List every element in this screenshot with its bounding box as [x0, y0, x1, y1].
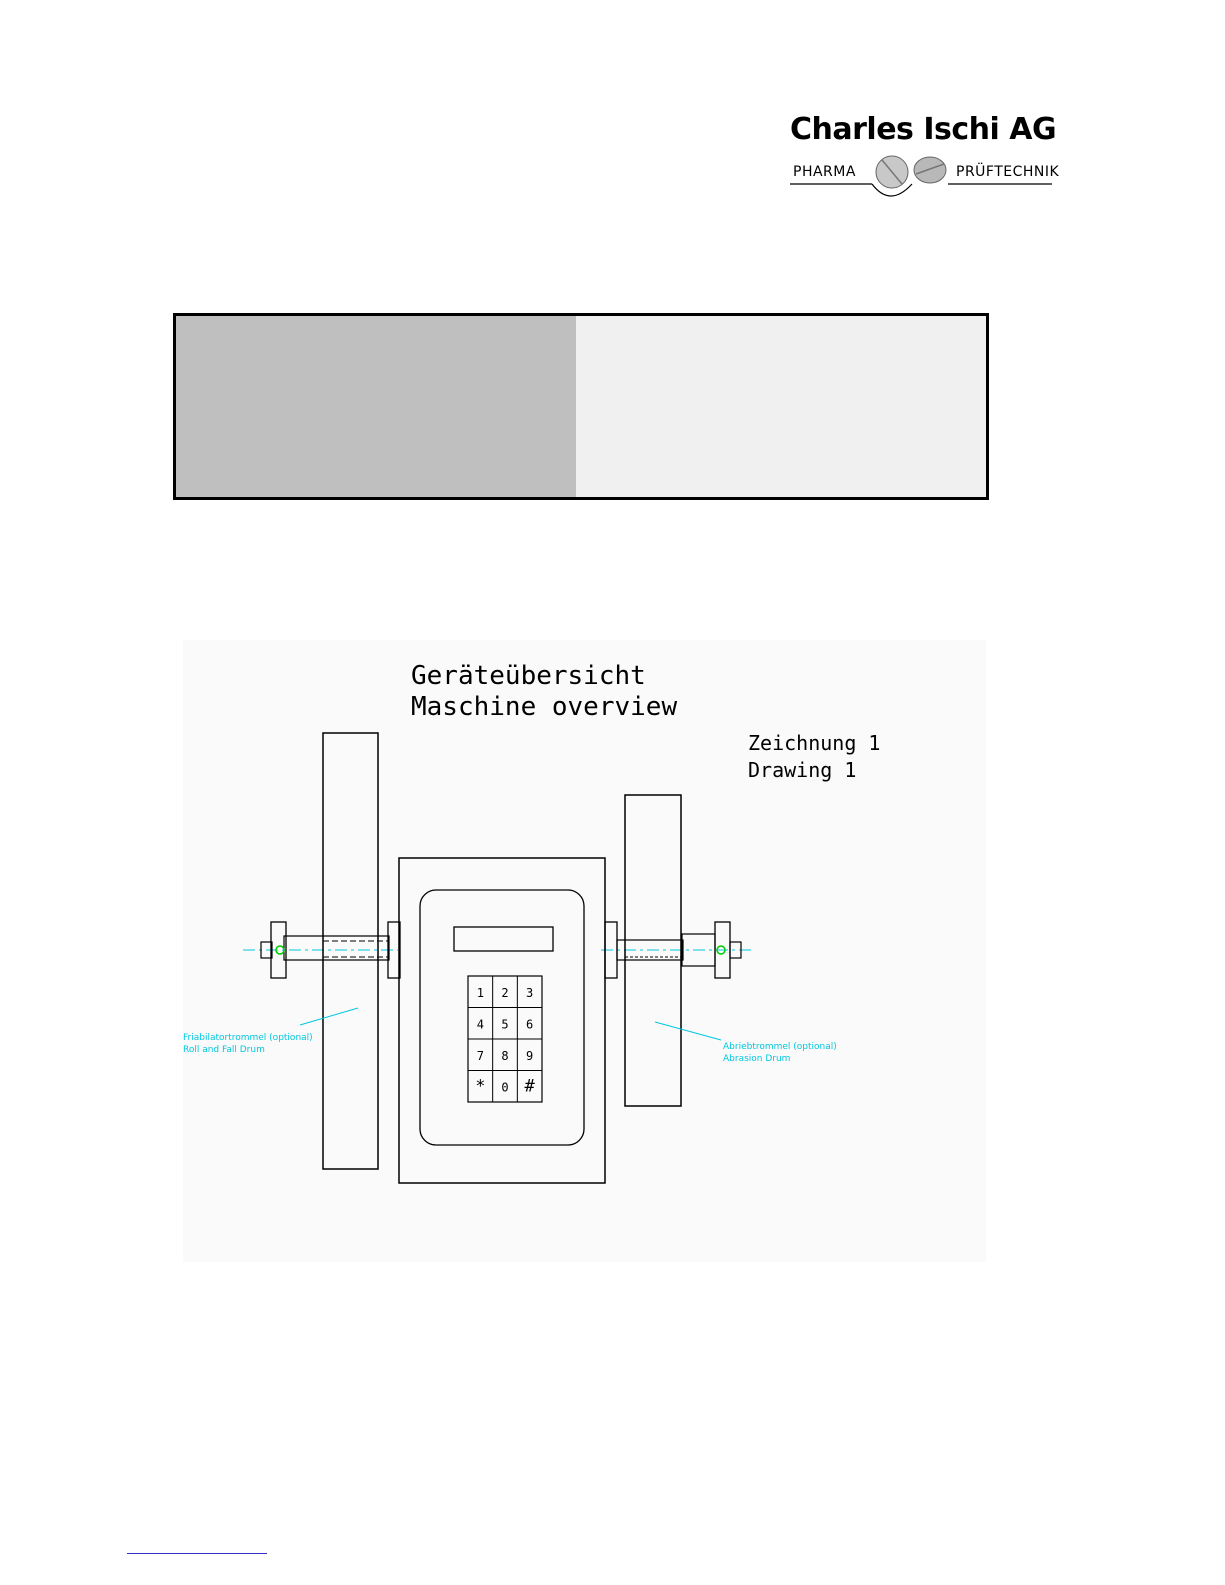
- keypad-key-label: *: [475, 1076, 486, 1097]
- left-drum-label-en: Roll and Fall Drum: [183, 1045, 265, 1055]
- machine-overview-drawing: [183, 640, 986, 1262]
- right-drum-label-de: Abriebtrommel (optional): [723, 1042, 837, 1052]
- keypad-key-label: 6: [526, 1017, 534, 1032]
- keypad-key-label: 8: [501, 1048, 509, 1063]
- cad-drawing: [183, 640, 986, 1262]
- logo-pharma: PHARMA: [793, 164, 856, 180]
- keypad-key-label: 4: [476, 1017, 484, 1032]
- drawing-ref-en: Drawing 1: [748, 758, 857, 782]
- drawing-ref-de: Zeichnung 1: [748, 731, 881, 755]
- keypad-key-label: 5: [501, 1017, 509, 1032]
- drawing-title-en: Maschine overview: [411, 692, 678, 722]
- header-box-left-cell: [176, 316, 576, 497]
- keypad-key-label: 9: [526, 1048, 534, 1063]
- footer-rule: [127, 1553, 267, 1554]
- keypad-key-label: 2: [501, 985, 509, 1000]
- keypad-key-label: 0: [501, 1080, 509, 1095]
- right-leader-line: [655, 1022, 721, 1040]
- header-box-right-cell: [576, 316, 986, 497]
- left-drum-label-de: Friabilatortrommel (optional): [183, 1033, 313, 1043]
- keypad-key-label: #: [524, 1076, 535, 1097]
- document-header-box: [173, 313, 989, 500]
- right-drum-label-en: Abrasion Drum: [723, 1054, 791, 1064]
- logo-company-name: Charles Ischi AG: [790, 112, 1057, 147]
- company-logo: [790, 112, 1065, 202]
- left-drum: [323, 733, 378, 1169]
- logo-prueftechnik: PRÜFTECHNIK: [956, 164, 1060, 180]
- drawing-title-de: Geräteübersicht: [411, 661, 646, 691]
- display-window: [454, 927, 553, 951]
- keypad-keys: [468, 976, 542, 1102]
- left-shaft: [284, 936, 389, 960]
- keypad-key-label: 3: [526, 985, 534, 1000]
- left-leader-line: [300, 1008, 358, 1025]
- keypad-key-label: 1: [476, 985, 484, 1000]
- keypad-key-label: 7: [476, 1048, 484, 1063]
